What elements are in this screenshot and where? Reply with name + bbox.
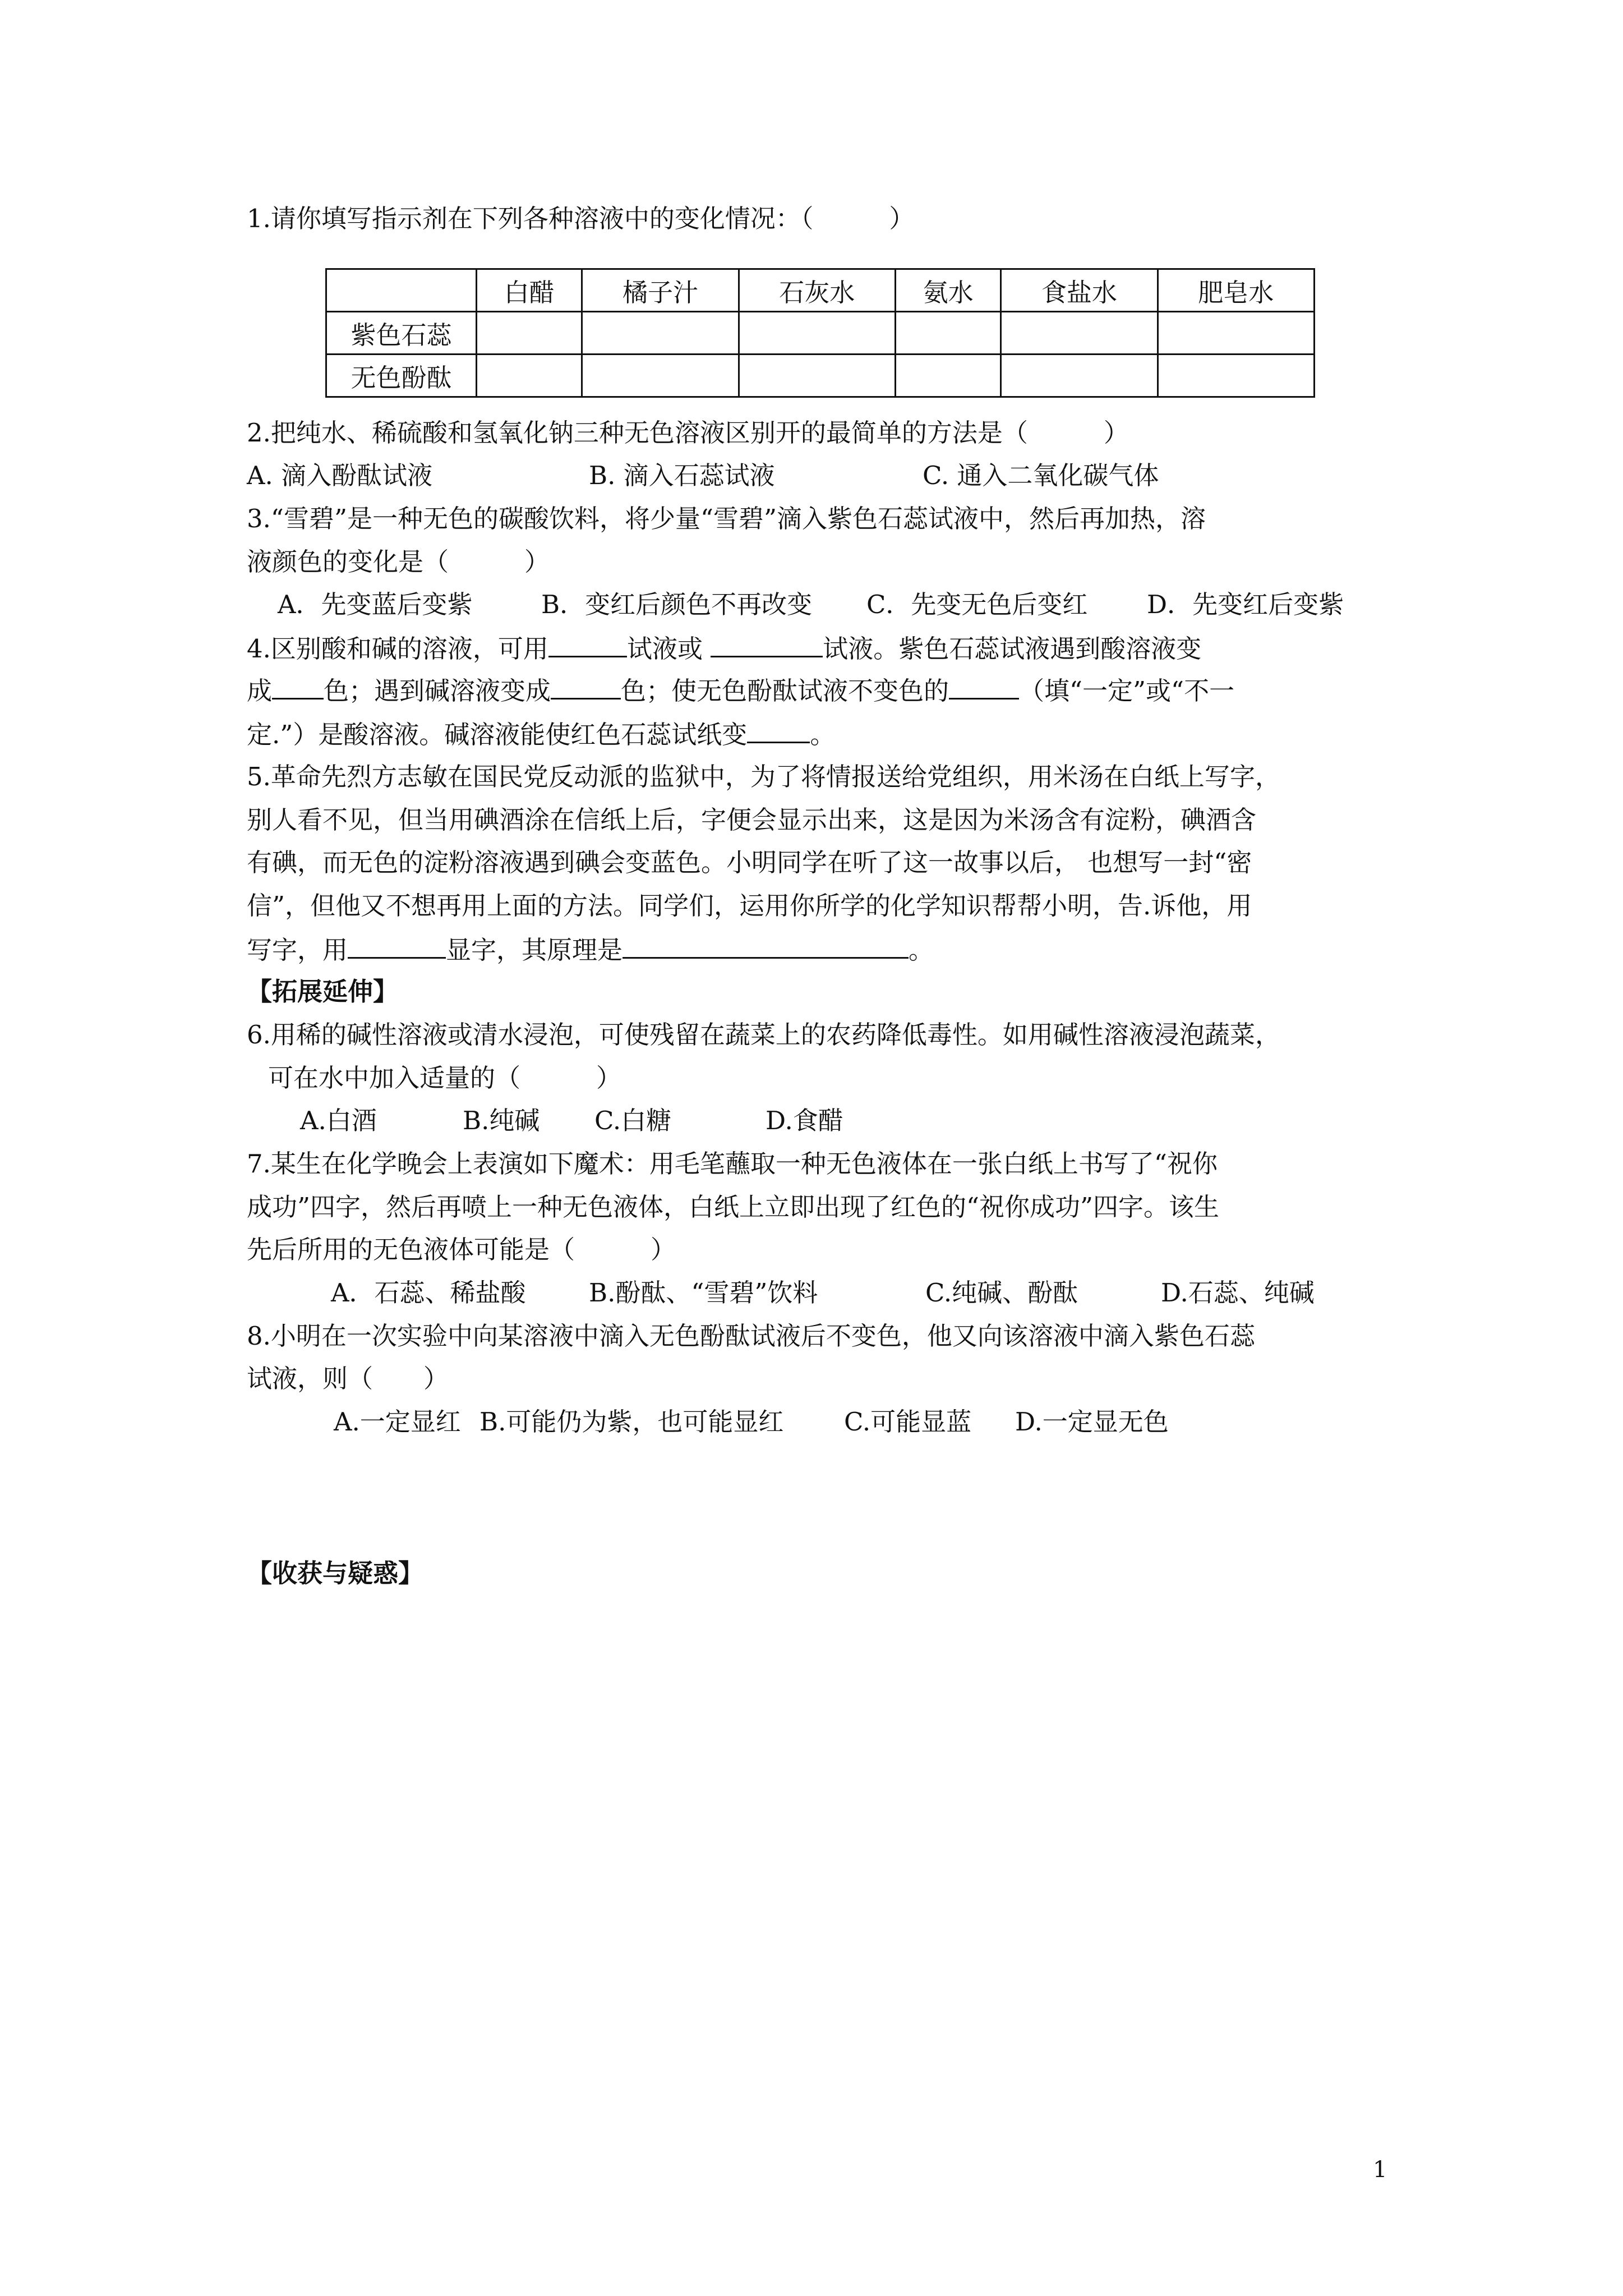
answer-cell[interactable]	[1158, 355, 1314, 397]
answer-cell[interactable]	[739, 355, 895, 397]
question-8-cont: 试液，则（ ）	[247, 1364, 449, 1393]
q5-text: 写字，用	[247, 935, 348, 965]
q4-text: 。	[810, 720, 836, 749]
answer-cell[interactable]	[1001, 312, 1158, 355]
option-b: B．变红后颜色不再改变	[541, 590, 813, 619]
question-5-cont: 有碘，而无色的淀粉溶液遇到碘会变蓝色。小明同学在听了这一故事以后， 也想写一封“密	[247, 848, 1252, 877]
section-heading-harvest: 【收获与疑惑】	[247, 1558, 424, 1588]
question-4-cont	[247, 673, 1234, 708]
question-4-cont	[247, 717, 835, 752]
answer-cell[interactable]	[895, 355, 1000, 397]
table-header-cell: 氨水	[895, 269, 1000, 312]
option-d: D．先变红后变紫	[1147, 590, 1344, 619]
question-7-cont: 成功”四字，然后再喷上一种无色液体，白纸上立即出现了红色的“祝你成功”四字。该生	[247, 1192, 1220, 1222]
option-c: C．先变无色后变红	[866, 590, 1088, 619]
q4-text: 定.”）是酸溶液。碱溶液能使红色石蕊试纸变	[247, 720, 748, 749]
answer-blank[interactable]	[348, 932, 446, 959]
question-6-cont: 可在水中加入适量的（ ）	[268, 1063, 622, 1093]
row-label: 无色酚酞	[326, 355, 477, 397]
answer-blank[interactable]	[272, 673, 324, 700]
question-6: 6.用稀的碱性溶液或清水浸泡，可使残留在蔬菜上的农药降低毒性。如用碱性溶液浸泡蔬菜，	[247, 1020, 1280, 1050]
question-7: 7.某生在化学晚会上表演如下魔术：用毛笔蘸取一种无色液体在一张白纸上书写了“祝你	[247, 1149, 1218, 1179]
q5-text: 显字，其原理是	[446, 935, 623, 965]
answer-cell[interactable]	[1158, 312, 1314, 355]
option-a: A.白酒	[300, 1106, 377, 1135]
answer-cell[interactable]	[582, 312, 739, 355]
section-heading-extend: 【拓展延伸】	[247, 977, 399, 1006]
q4-text: 成	[247, 676, 273, 706]
q4-text: 试液。紫色石蕊试液遇到酸溶液变	[823, 634, 1202, 664]
option-b: B.可能仍为紫，也可能显红	[479, 1407, 784, 1437]
option-d: D.石蕊、纯碱	[1161, 1278, 1315, 1308]
answer-blank[interactable]	[623, 932, 909, 959]
indicator-table	[325, 268, 1315, 398]
answer-cell[interactable]	[477, 355, 582, 397]
question-5-cont: 别人看不见，但当用碘酒涂在信纸上后，字便会显示出来，这是因为米汤含有淀粉，碘酒含	[247, 805, 1257, 835]
q5-text: 。	[909, 935, 934, 965]
question-2: 2.把纯水、稀硫酸和氢氧化钠三种无色溶液区别开的最简单的方法是（ ）	[247, 418, 1129, 448]
question-7-cont: 先后所用的无色液体可能是（ ）	[247, 1235, 676, 1264]
answer-cell[interactable]	[739, 312, 895, 355]
answer-cell[interactable]	[582, 355, 739, 397]
page-number: 1	[1373, 2157, 1387, 2183]
answer-cell[interactable]	[1001, 355, 1158, 397]
q4-text: 色；遇到碱溶液变成	[324, 676, 551, 706]
question-5-cont	[247, 932, 934, 967]
answer-blank[interactable]	[711, 631, 823, 657]
table-header-cell: 白醋	[477, 269, 582, 312]
question-5-cont: 信”，但他又不想再用上面的方法。同学们，运用你所学的化学知识帮帮小明，告.诉他，用	[247, 891, 1252, 921]
answer-cell[interactable]	[895, 312, 1000, 355]
q4-text: 试液或	[626, 634, 703, 664]
answer-blank[interactable]	[949, 673, 1019, 700]
question-1: 1.请你填写指示剂在下列各种溶液中的变化情况：（ ）	[247, 204, 915, 233]
q4-text: （填“一定”或“不一	[1019, 676, 1235, 706]
table-header-cell: 橘子汁	[582, 269, 739, 312]
answer-cell[interactable]	[477, 312, 582, 355]
table-row	[326, 355, 1315, 397]
table-header-cell: 肥皂水	[1158, 269, 1314, 312]
question-5: 5.革命先烈方志敏在国民党反动派的监狱中，为了将情报送给党组织，用米汤在白纸上写字，	[247, 762, 1280, 792]
option-c: C.白糖	[594, 1106, 672, 1135]
answer-blank[interactable]	[548, 631, 627, 657]
option-a: A. 滴入酚酞试液	[247, 461, 433, 490]
question-8: 8.小明在一次实验中向某溶液中滴入无色酚酞试液后不变色，他又向该溶液中滴入紫色石蕊	[247, 1321, 1255, 1351]
table-row	[326, 312, 1315, 355]
answer-blank[interactable]	[747, 717, 810, 743]
option-a: A．先变蓝后变紫	[278, 590, 473, 619]
row-label: 紫色石蕊	[326, 312, 477, 355]
q4-text: 色；使无色酚酞试液不变色的	[621, 676, 949, 706]
table-header-cell: 食盐水	[1001, 269, 1158, 312]
option-a: A．石蕊、稀盐酸	[331, 1278, 526, 1308]
option-a: A.一定显红	[334, 1407, 461, 1437]
table-header-cell	[326, 269, 477, 312]
option-b: B.酚酞、“雪碧”饮料	[589, 1278, 818, 1308]
option-b: B. 滴入石蕊试液	[589, 461, 775, 490]
option-d: D.一定显无色	[1015, 1407, 1169, 1437]
option-d: D.食醋	[766, 1106, 843, 1135]
question-3-cont: 液颜色的变化是（ ）	[247, 547, 550, 577]
answer-blank[interactable]	[551, 673, 621, 700]
question-4	[247, 631, 1201, 666]
table-header-row	[326, 269, 1315, 312]
q4-text: 4.区别酸和碱的溶液，可用	[247, 634, 548, 664]
option-c: C.纯碱、酚酞	[925, 1278, 1078, 1308]
option-c: C. 通入二氧化碳气体	[923, 461, 1159, 490]
option-c: C.可能显蓝	[844, 1407, 972, 1437]
question-3: 3.“雪碧”是一种无色的碳酸饮料，将少量“雪碧”滴入紫色石蕊试液中，然后再加热，溶	[247, 504, 1206, 533]
table-header-cell: 石灰水	[739, 269, 895, 312]
option-b: B.纯碱	[463, 1106, 540, 1135]
